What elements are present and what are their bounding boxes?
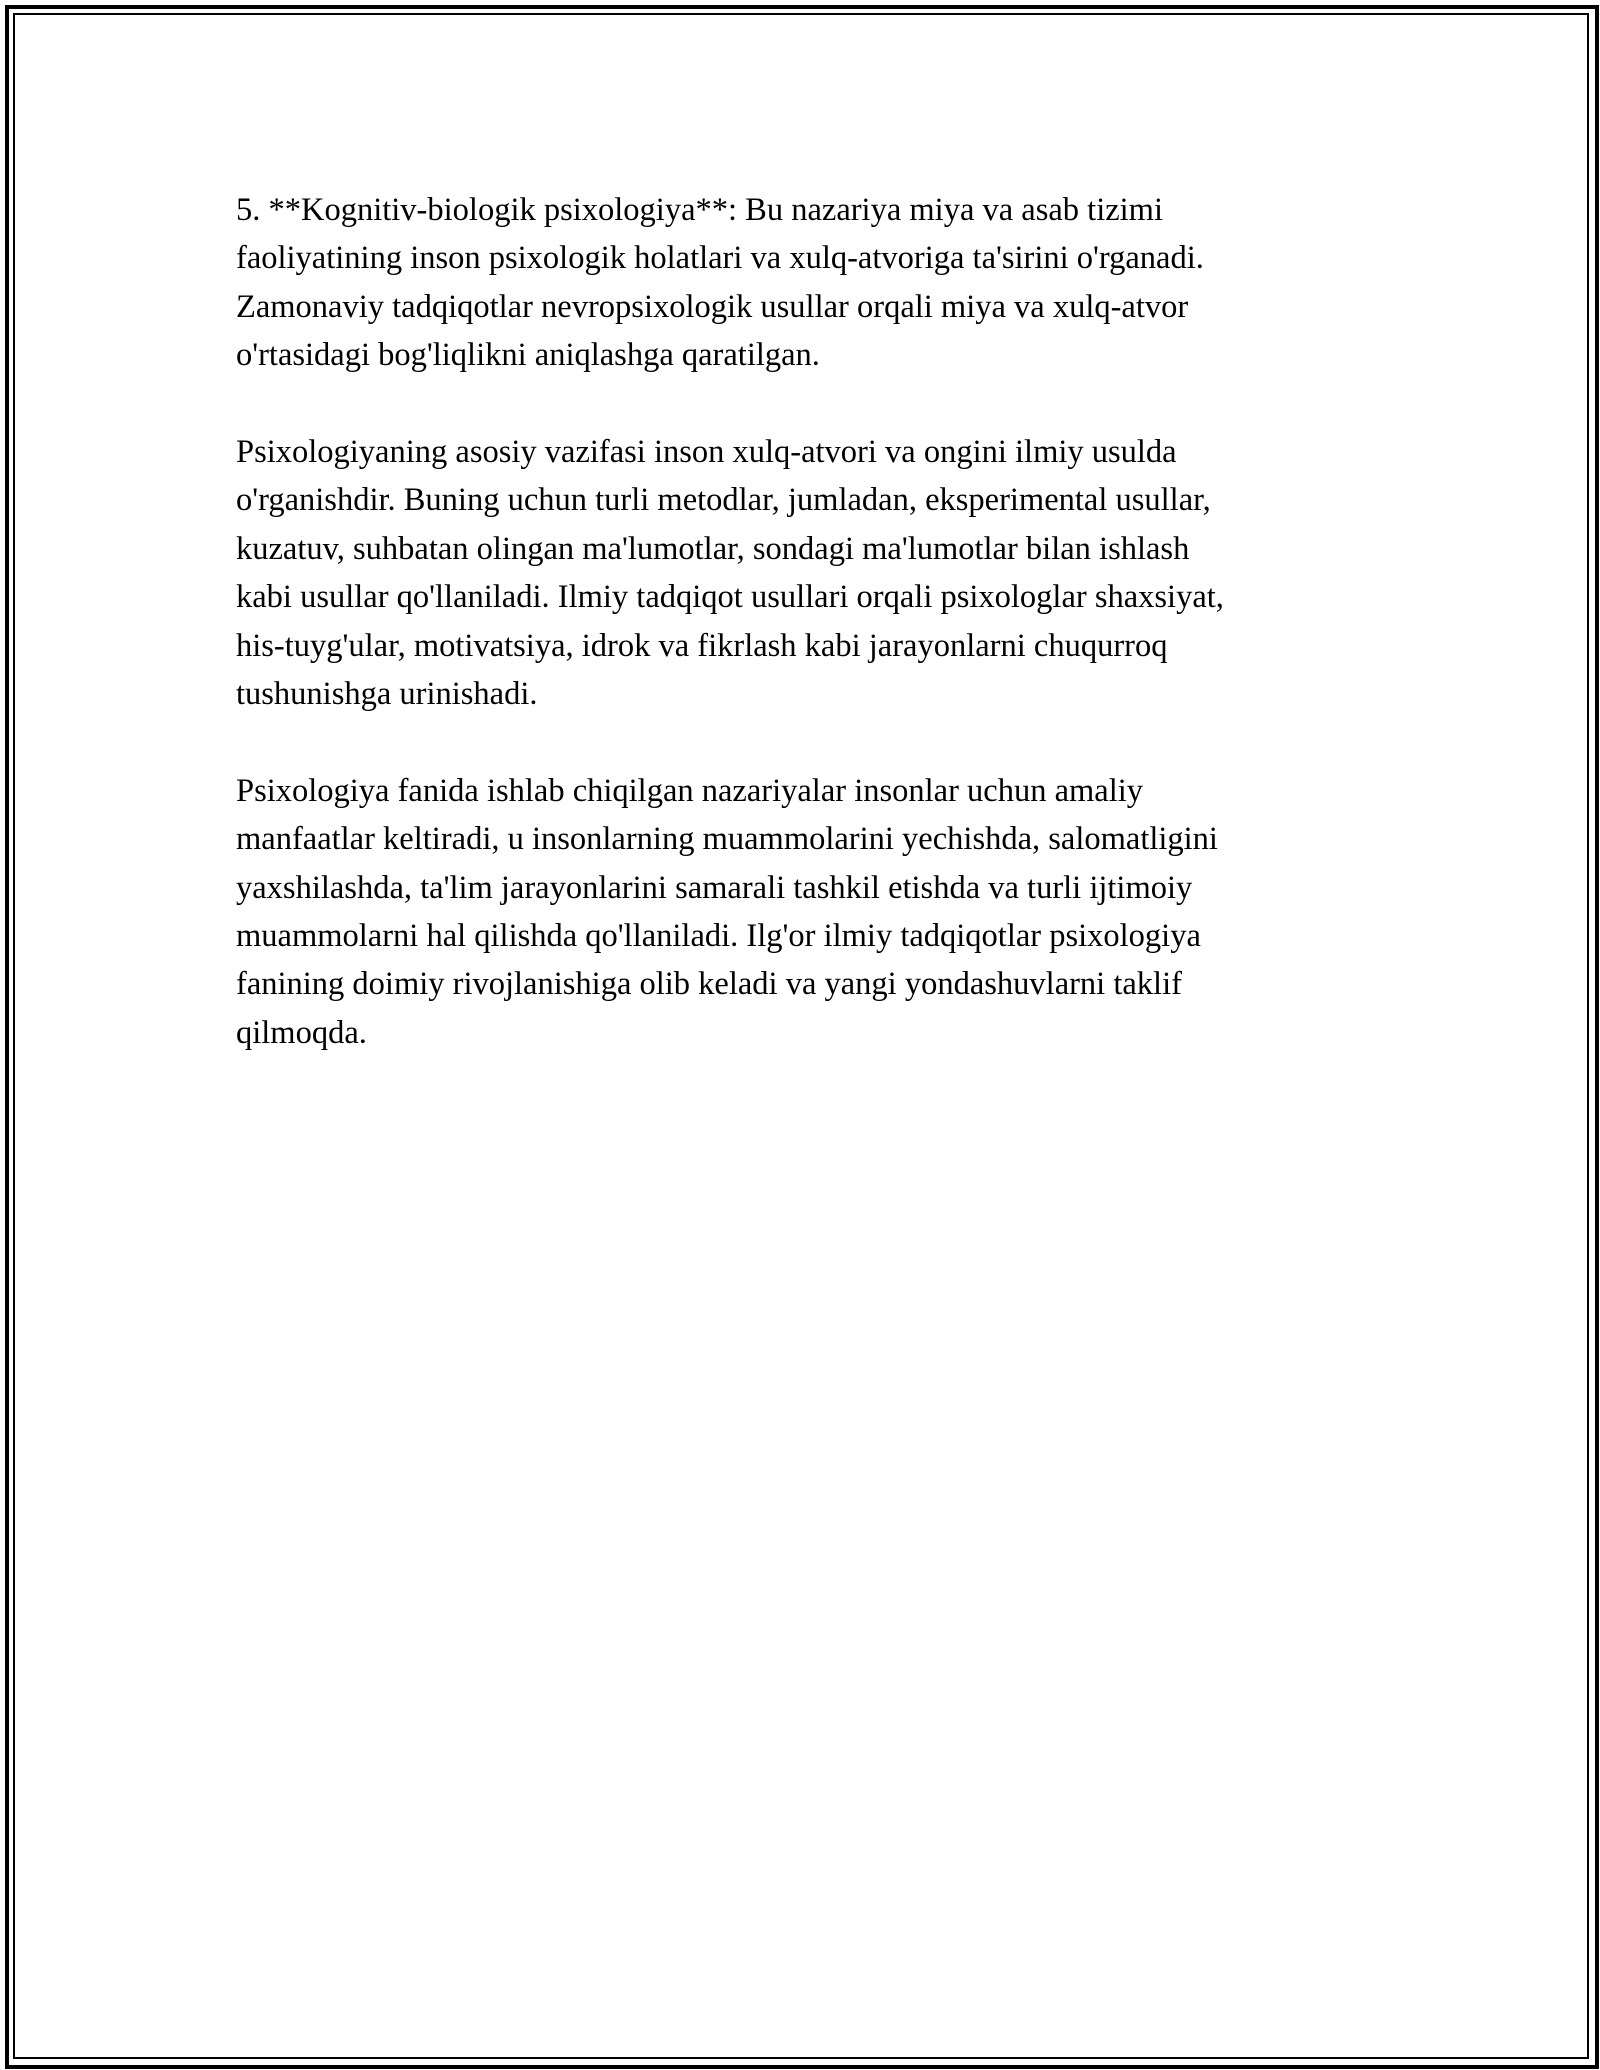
paragraph-asosiy-vazifa — [236, 428, 1376, 718]
text-line: Psixologiyaning asosiy vazifasi inson xulq-atvori va ongini ilmiy usulda — [236, 434, 1177, 471]
text-line: o'rganishdir. Buning uchun turli metodlar, jumladan, eksperimental usullar, — [236, 482, 1211, 519]
text-line: o'rtasidagi bog'liqlikni aniqlashga qaratilgan. — [236, 337, 820, 374]
text-line: tushunishga urinishadi. — [236, 676, 538, 713]
text-line: 5. **Kognitiv-biologik psixologiya**: Bu nazariya miya va asab tizimi — [236, 192, 1163, 228]
paragraph-amaliy-foyda — [236, 767, 1376, 1057]
text-line: faoliyatining inson psixologik holatlari va xulq-atvoriga ta'sirini o'rganadi. — [236, 240, 1204, 277]
text-line: manfaatlar keltiradi, u insonlarning muammolarini yechishda, salomatligini — [236, 821, 1218, 858]
text-line: yaxshilashda, ta'lim jarayonlarini samarali tashkil etishda va turli ijtimoiy — [236, 869, 1193, 906]
paragraph-kognitiv-biologik — [236, 186, 1376, 380]
text-line: qilmoqda. — [236, 1014, 367, 1051]
text-line: muammolarni hal qilishda qo'llaniladi. Ilg'or ilmiy tadqiqotlar psixologiya — [236, 918, 1201, 955]
text-line: fanining doimiy rivojlanishiga olib keladi va yangi yondashuvlarni taklif — [236, 966, 1182, 1003]
text-line: his-tuyg'ular, motivatsiya, idrok va fikrlash kabi jarayonlarni chuqurroq — [236, 627, 1168, 664]
text-line: kabi usullar qo'llaniladi. Ilmiy tadqiqot usullari orqali psixologlar shaxsiyat, — [236, 579, 1224, 616]
text-line: kuzatuv, suhbatan olingan ma'lumotlar, sondagi ma'lumotlar bilan ishlash — [236, 530, 1190, 567]
document-body — [236, 186, 1376, 1106]
text-line: Psixologiya fanida ishlab chiqilgan nazariyalar insonlar uchun amaliy — [236, 772, 1144, 809]
text-line: Zamonaviy tadqiqotlar nevropsixologik usullar orqali miya va xulq-atvor — [236, 288, 1189, 325]
